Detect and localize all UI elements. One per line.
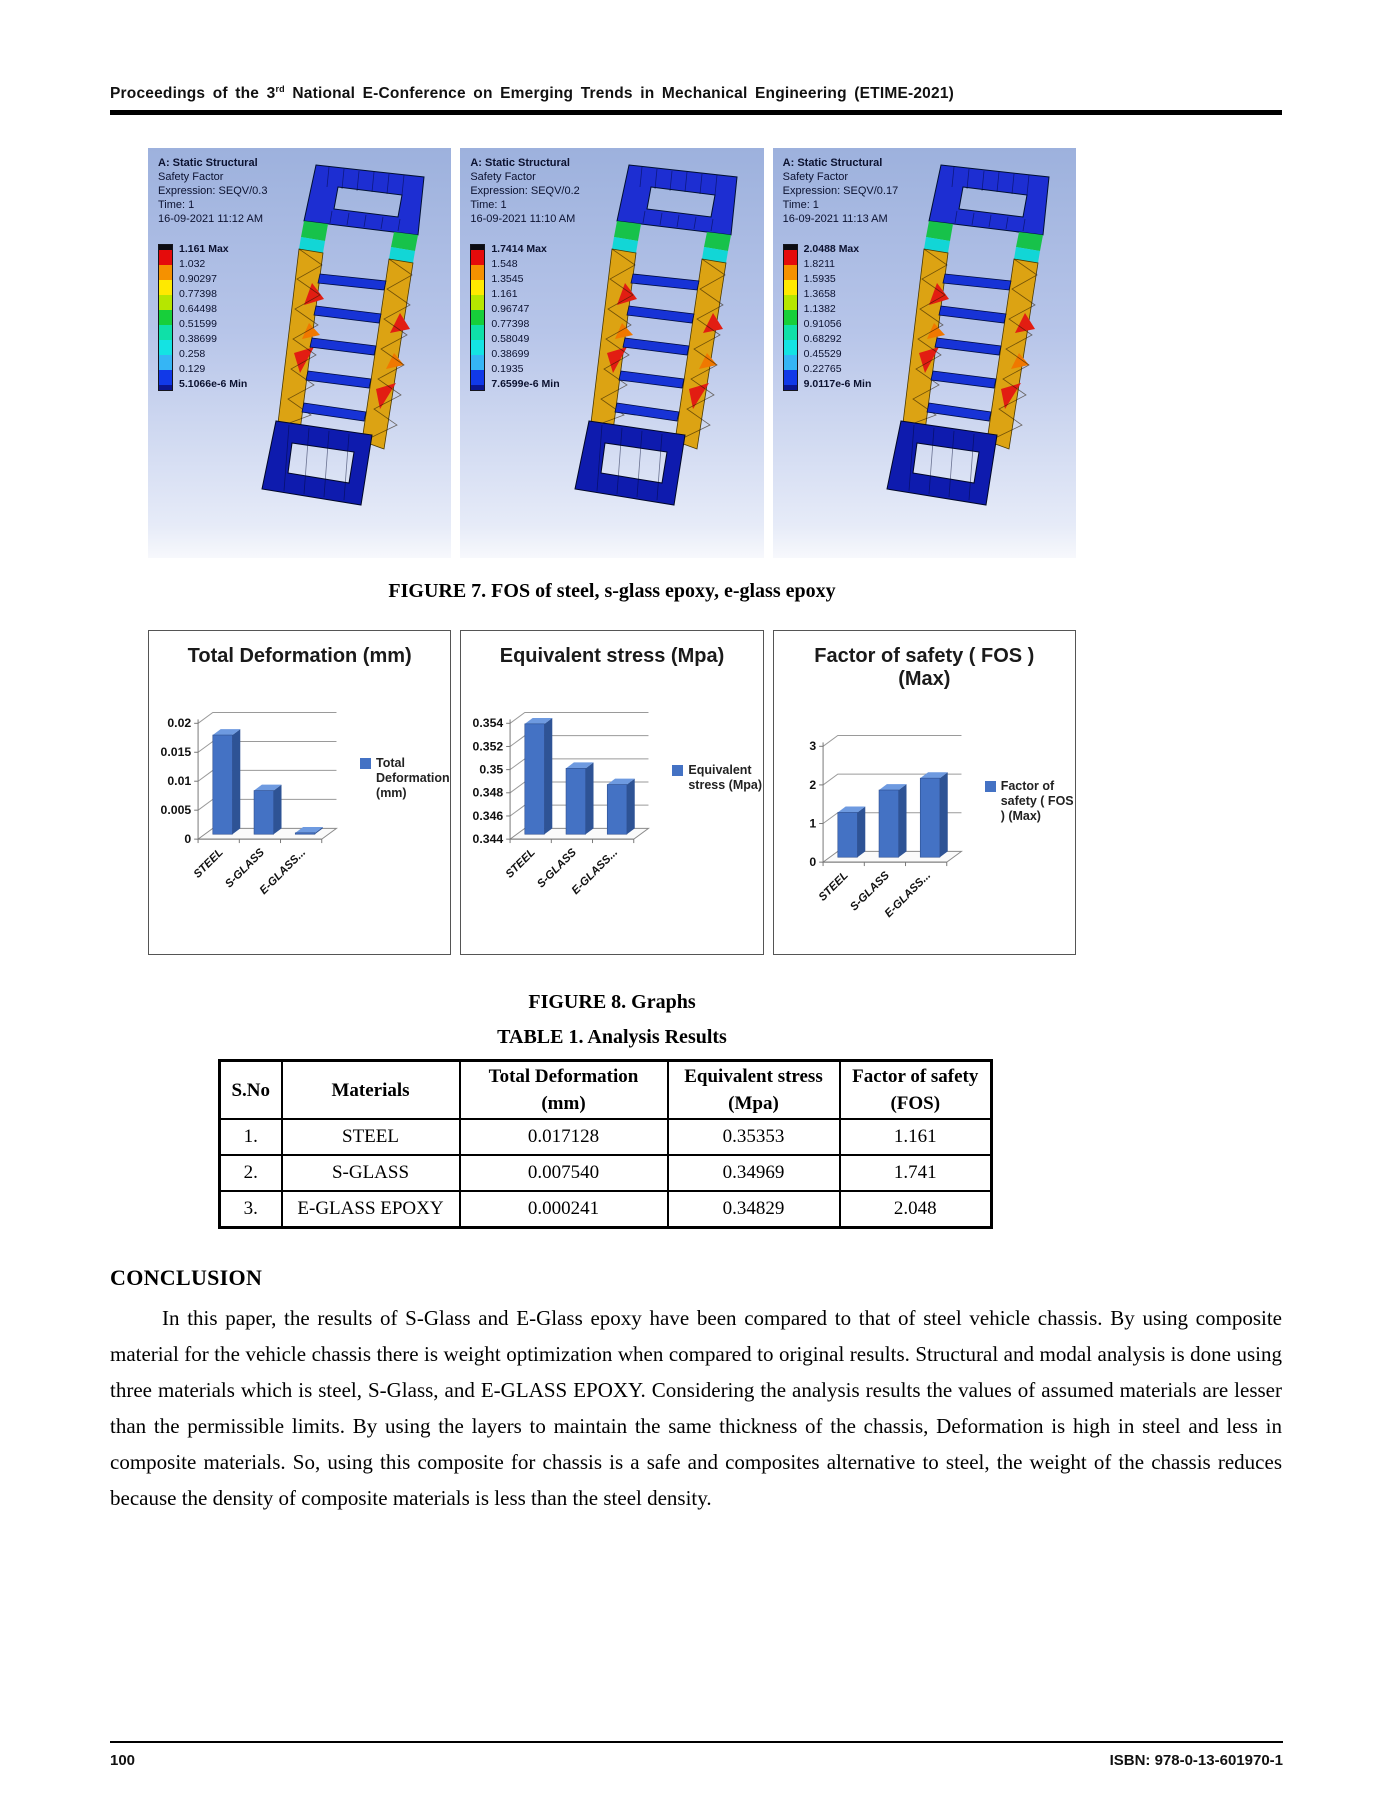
scale-label: 0.38699 [179,333,217,346]
table-cell: 2. [220,1155,282,1191]
scale-label: 1.1382 [803,303,836,316]
chart-body [774,691,1075,941]
page-number: 100 [110,1752,136,1769]
fea-subtitle: Safety Factor [782,171,849,184]
svg-text:STEEL: STEEL [816,869,851,904]
header-line2: (mm) [541,1093,586,1115]
scale-label: 0.258 [179,348,206,361]
scale-color-cell [784,340,797,355]
scale-label: 0.64498 [179,303,217,316]
table-cell: 1.161 [840,1119,992,1155]
table-cell: S-GLASS [282,1155,460,1191]
legend-swatch-icon [672,765,683,776]
scale-color-cell [159,370,172,385]
scale-color-cell [784,280,797,295]
svg-text:0: 0 [184,832,192,847]
svg-text:0.02: 0.02 [167,716,192,731]
scale-label: 0.38699 [491,348,530,361]
header-line2: (FOS) [890,1093,941,1115]
scale-label: 2.0488 Max [803,243,860,256]
fea-panel-s-glass [460,148,763,558]
conclusion-heading: CONCLUSION [110,1265,263,1291]
running-header [110,0,1282,103]
footer [110,1752,1283,1769]
analysis-table [218,1059,993,1229]
scale-color-cell [159,250,172,265]
legend-swatch-icon [985,781,996,792]
scale-label: 7.6599e-6 Min [491,378,560,391]
scale-color-cell [471,280,484,295]
svg-text:0.354: 0.354 [472,716,504,731]
scale-color-cell [159,295,172,310]
chart-body [461,668,762,918]
svg-text:STEEL: STEEL [503,846,539,881]
table-cell: 1.741 [840,1155,992,1191]
chart-legend-label: Total Deformation (mm) [376,755,450,800]
scale-color-cell [471,295,484,310]
scale-label: 0.91056 [803,318,842,331]
fea-panel-e-glass [773,148,1076,558]
scale-color-cell [471,265,484,280]
header-suffix: National E-Conference on Emerging Trends in Mechanical Engineering (ETIME-2021) [284,85,955,103]
svg-text:0.015: 0.015 [160,745,192,760]
conclusion-paragraph: In this paper, the results of S-Glass and E-Glass epoxy have been compared to that of steel vehicle chassis. By using composite material for the vehicle chassis there is weight optimization when compared to original results. Structural and modal analysis is done using three materials which is steel, S-Glass, and E-GLASS EPOXY. Considering the analysis results the values of assumed materials are lesser than the permissible limits. By using the layers to maintain the same thickness of the chassis, Deformation is high in steel and less in composite materials. So, using this composite for chassis is a safe and composites alternative to steel, the weight of the chassis reduces because the density of composite materials is less than the steel density. [110,1306,1282,1511]
scale-label: 1.548 [491,258,518,271]
table-header-cell [840,1061,992,1120]
table-cell: 0.34829 [668,1191,840,1228]
scale-label: 0.129 [179,363,206,376]
equivalent-stress-chart [461,668,672,918]
scale-label: 1.161 Max [179,243,229,256]
chart-title: Equivalent stress (Mpa) [499,645,725,668]
fea-subtitle: Safety Factor [158,171,224,184]
header-line1: Factor of safety [852,1066,979,1088]
chart-legend [360,756,450,801]
scale-label: 1.5935 [803,273,836,286]
chart-legend-label: Factor of safety ( FOS ) (Max) [1000,778,1074,823]
scale-color-cell [784,295,797,310]
scale-cap [784,385,797,390]
chart-panel-equivalent-stress [460,630,763,955]
scale-label: 0.77398 [491,318,530,331]
table-row [220,1191,992,1228]
chart-legend-label: Equivalent stress (Mpa) [688,763,762,793]
scale-label: 0.22765 [803,363,842,376]
svg-text:STEEL: STEEL [191,846,226,881]
chart-legend [985,779,1075,824]
fea-subtitle: Safety Factor [470,171,536,184]
ansys-legend [158,244,275,391]
header-line1: Total Deformation [488,1066,639,1088]
scale-label: 0.96747 [491,303,530,316]
figure8-caption: FIGURE 8. Graphs [528,991,696,1014]
scale-color-cell [471,325,484,340]
fea-expression: Expression: SEQV/0.17 [782,185,899,198]
svg-text:0.344: 0.344 [472,832,504,847]
scale-color-cell [471,310,484,325]
color-scale-strip [470,244,485,391]
table-cell: 0.34969 [668,1155,840,1191]
table-cell: 0.000241 [460,1191,668,1228]
svg-text:0.01: 0.01 [167,774,192,789]
color-scale-strip [158,244,173,391]
scale-label: 1.7414 Max [491,243,547,256]
scale-label: 1.161 [491,288,518,301]
scale-color-cell [159,340,172,355]
table-header-cell [460,1061,668,1120]
scale-label: 1.8211 [803,258,835,271]
chart-body [149,668,450,918]
svg-text:E-GLASS...: E-GLASS... [569,846,621,898]
svg-text:S-GLASS: S-GLASS [223,846,267,891]
fea-time: Time: 1 [470,199,507,212]
table-cell: 2.048 [840,1191,992,1228]
scale-label: 0.68292 [803,333,842,346]
ansys-legend [470,244,587,391]
figure7-block [148,148,1076,1229]
chart-panel-total-deformation [148,630,451,955]
fea-header [158,156,267,226]
scale-label: 1.3545 [491,273,524,286]
table-header-cell [220,1061,282,1120]
table-cell: STEEL [282,1119,460,1155]
scale-color-cell [784,370,797,385]
svg-text:E-GLASS...: E-GLASS... [882,869,933,921]
scale-labels [179,244,275,391]
table-header-cell [668,1061,840,1120]
scale-label: 1.032 [179,258,206,271]
header-rule [110,110,1282,115]
legend-swatch-icon [360,758,371,769]
scale-color-cell [159,280,172,295]
header-ordinal-sup: rd [275,84,285,94]
table-row [220,1119,992,1155]
total-deformation-chart [149,668,360,918]
scale-color-cell [471,340,484,355]
color-scale-strip [783,244,798,391]
chart-panel-factor-of-safety [773,630,1076,955]
table-header-cell [282,1061,460,1120]
scale-color-cell [784,310,797,325]
scale-cap [471,385,484,390]
isbn: ISBN: 978-0-13-601970-1 [1109,1752,1283,1769]
table-cell: 0.007540 [460,1155,668,1191]
table-row [220,1155,992,1191]
svg-text:3: 3 [809,739,816,754]
scale-color-cell [784,355,797,370]
scale-label: 0.51599 [179,318,217,331]
scale-color-cell [471,370,484,385]
chart-title-line2: (Max) [898,668,951,691]
svg-text:2: 2 [809,778,816,793]
scale-color-cell [784,250,797,265]
chassis-fea-render [254,153,449,553]
scale-label: 5.1066e-6 Min [179,378,248,391]
fea-panel-steel [148,148,451,558]
fea-title: A: Static Structural [782,157,883,170]
header-line2: (Mpa) [728,1093,779,1115]
header-line1: S.No [231,1079,271,1101]
svg-text:0: 0 [809,855,816,870]
scale-labels [491,244,587,391]
figure8-row [148,630,1076,955]
scale-label: 0.1935 [491,363,524,376]
fea-header [783,156,899,226]
svg-text:1: 1 [809,816,816,831]
factor-of-safety-chart [774,691,985,941]
scale-label: 0.90297 [179,273,217,286]
fea-expression: Expression: SEQV/0.3 [158,185,268,198]
fea-datetime: 16-09-2021 11:13 AM [782,213,888,226]
chart-legend [672,763,762,793]
svg-text:0.348: 0.348 [472,785,504,800]
table-header-row [220,1061,992,1120]
fea-header [470,156,579,226]
ansys-legend [783,244,900,391]
scale-label: 9.0117e-6 Min [803,378,872,391]
scale-cap [159,385,172,390]
scale-color-cell [159,325,172,340]
chart-title: Factor of safety ( FOS ) [814,645,1035,668]
scale-color-cell [159,355,172,370]
scale-color-cell [159,310,172,325]
svg-text:0.346: 0.346 [472,809,504,824]
footer-rule [110,1741,1283,1743]
scale-color-cell [784,325,797,340]
chart-title: Total Deformation (mm) [187,645,412,668]
header-prefix: Proceedings of the 3 [110,85,276,103]
figure7-caption: FIGURE 7. FOS of steel, s-glass epoxy, e-glass epoxy [388,580,836,603]
fea-time: Time: 1 [158,199,195,212]
chassis-fea-render [567,153,762,553]
svg-text:0.005: 0.005 [160,803,192,818]
table-cell: 0.35353 [668,1119,840,1155]
header-line1: Materials [331,1079,410,1101]
scale-color-cell [159,265,172,280]
table-cell: 3. [220,1191,282,1228]
scale-color-cell [471,250,484,265]
scale-color-cell [471,355,484,370]
svg-text:0.352: 0.352 [472,739,504,754]
scale-label: 1.3658 [803,288,836,301]
fea-datetime: 16-09-2021 11:12 AM [158,213,263,226]
table1-caption: TABLE 1. Analysis Results [497,1026,727,1049]
fea-title: A: Static Structural [158,157,258,170]
svg-text:S-GLASS: S-GLASS [535,846,580,891]
table-cell: E-GLASS EPOXY [282,1191,460,1228]
table-cell: 0.017128 [460,1119,668,1155]
scale-color-cell [784,265,797,280]
chassis-fea-render [879,153,1074,553]
fea-time: Time: 1 [782,199,819,212]
fea-title: A: Static Structural [470,157,570,170]
header-line1: Equivalent stress [684,1066,823,1088]
scale-label: 0.77398 [179,288,217,301]
svg-text:0.35: 0.35 [479,762,504,777]
table-cell: 1. [220,1119,282,1155]
svg-text:E-GLASS...: E-GLASS... [257,846,309,898]
scale-label: 0.58049 [491,333,530,346]
fea-datetime: 16-09-2021 11:10 AM [470,213,576,226]
scale-labels [804,244,900,391]
fea-expression: Expression: SEQV/0.2 [470,185,580,198]
scale-label: 0.45529 [803,348,842,361]
svg-text:S-GLASS: S-GLASS [847,869,892,914]
figure7-row [148,148,1076,558]
